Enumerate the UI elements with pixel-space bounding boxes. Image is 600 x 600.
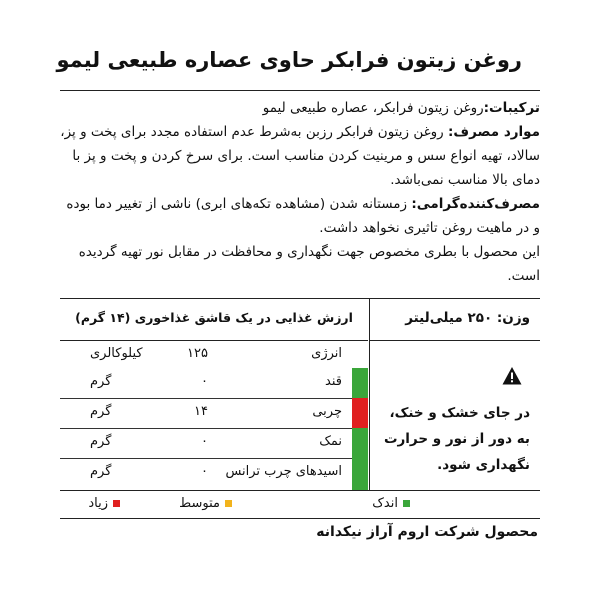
legend-swatch-green [403, 500, 410, 507]
divider [370, 340, 540, 341]
nutrient-value: ۰ [201, 464, 208, 479]
level-indicator-low [352, 368, 368, 398]
nutrition-row-trans-fat [60, 458, 368, 490]
level-indicator-low [352, 428, 368, 458]
storage-instructions: در جای خشک و خنک، به دور از نور و حرارت نگهداری شود. [383, 405, 530, 473]
note-line: این محصول با بطری مخصوص جهت نگهداری و محافظت در مقابل نور تهیه گردیده است. [78, 244, 540, 284]
nutrient-value: ۱۴ [194, 404, 208, 419]
legend-high-label: زیاد [88, 496, 108, 511]
nutrient-name: چربی [312, 404, 342, 419]
nutrition-header: ارزش غذایی در یک قاشق غذاخوری (۱۴ گرم) [75, 310, 353, 325]
consumer-line [60, 192, 540, 240]
usage-label: موارد مصرف: [448, 124, 540, 140]
usage-text: روغن زیتون فرابکر رزبن به‌شرط عدم استفاده مجدد برای پخت و پز، سالاد، تهیه انواع سس و مرینیت کردن مناسب است. برای سرخ کردن و پخت و پز با دمای بالا مناسب نمی‌باشد. [60, 124, 540, 188]
legend-medium [179, 496, 232, 511]
divider [60, 518, 540, 519]
nutrient-unit: کیلوکالری [90, 346, 143, 361]
legend-high [88, 496, 120, 511]
product-title: روغن زیتون فرابکر حاوی عصاره طبیعی لیمو [56, 48, 522, 72]
divider [60, 490, 540, 491]
nutrient-unit: گرم [90, 374, 112, 389]
consumer-label: مصرف‌کننده‌گرامی: [411, 196, 540, 212]
nutrient-value: ۰ [201, 434, 208, 449]
usage-line [60, 120, 540, 192]
nutrient-unit: گرم [90, 464, 112, 479]
nutrition-row-sugar [60, 368, 368, 398]
consumer-text: زمستانه شدن (مشاهده تکه‌های ابری) ناشی از تغییر دما بوده و در ماهیت روغن تاثیری نخواهد داشت. [66, 196, 540, 236]
legend-swatch-yellow [225, 500, 232, 507]
legend-swatch-red [113, 500, 120, 507]
legend-medium-label: متوسط [179, 496, 220, 511]
net-weight: وزن: ۲۵۰ میلی‌لیتر [405, 310, 530, 326]
nutrition-row-salt [60, 428, 368, 458]
nutrition-row-energy [60, 340, 368, 370]
legend-low [372, 496, 410, 511]
description-block [60, 96, 540, 288]
ingredients-line [60, 96, 540, 120]
ingredients-text: روغن زیتون فرابکر، عصاره طبیعی لیمو [262, 100, 484, 116]
nutrient-name: اسیدهای چرب ترانس [225, 464, 342, 479]
legend-low-label: اندک [372, 496, 398, 511]
level-indicator-high [352, 398, 368, 428]
divider [60, 90, 540, 91]
weight-storage-column [369, 298, 540, 490]
level-indicator-low [352, 458, 368, 490]
warning-triangle-icon [502, 366, 522, 386]
nutrient-value: ۱۲۵ [187, 346, 208, 361]
nutrient-unit: گرم [90, 434, 112, 449]
nutrition-row-fat [60, 398, 368, 428]
nutrient-name: انرژی [311, 346, 342, 361]
ingredients-label: ترکیبات: [483, 100, 540, 116]
nutrient-value: ۰ [201, 374, 208, 389]
nutrient-unit: گرم [90, 404, 112, 419]
nutrient-name: قند [325, 374, 342, 389]
nutrient-name: نمک [319, 434, 342, 449]
company-credit: محصول شرکت اروم آراز نیکدانه [316, 524, 538, 540]
